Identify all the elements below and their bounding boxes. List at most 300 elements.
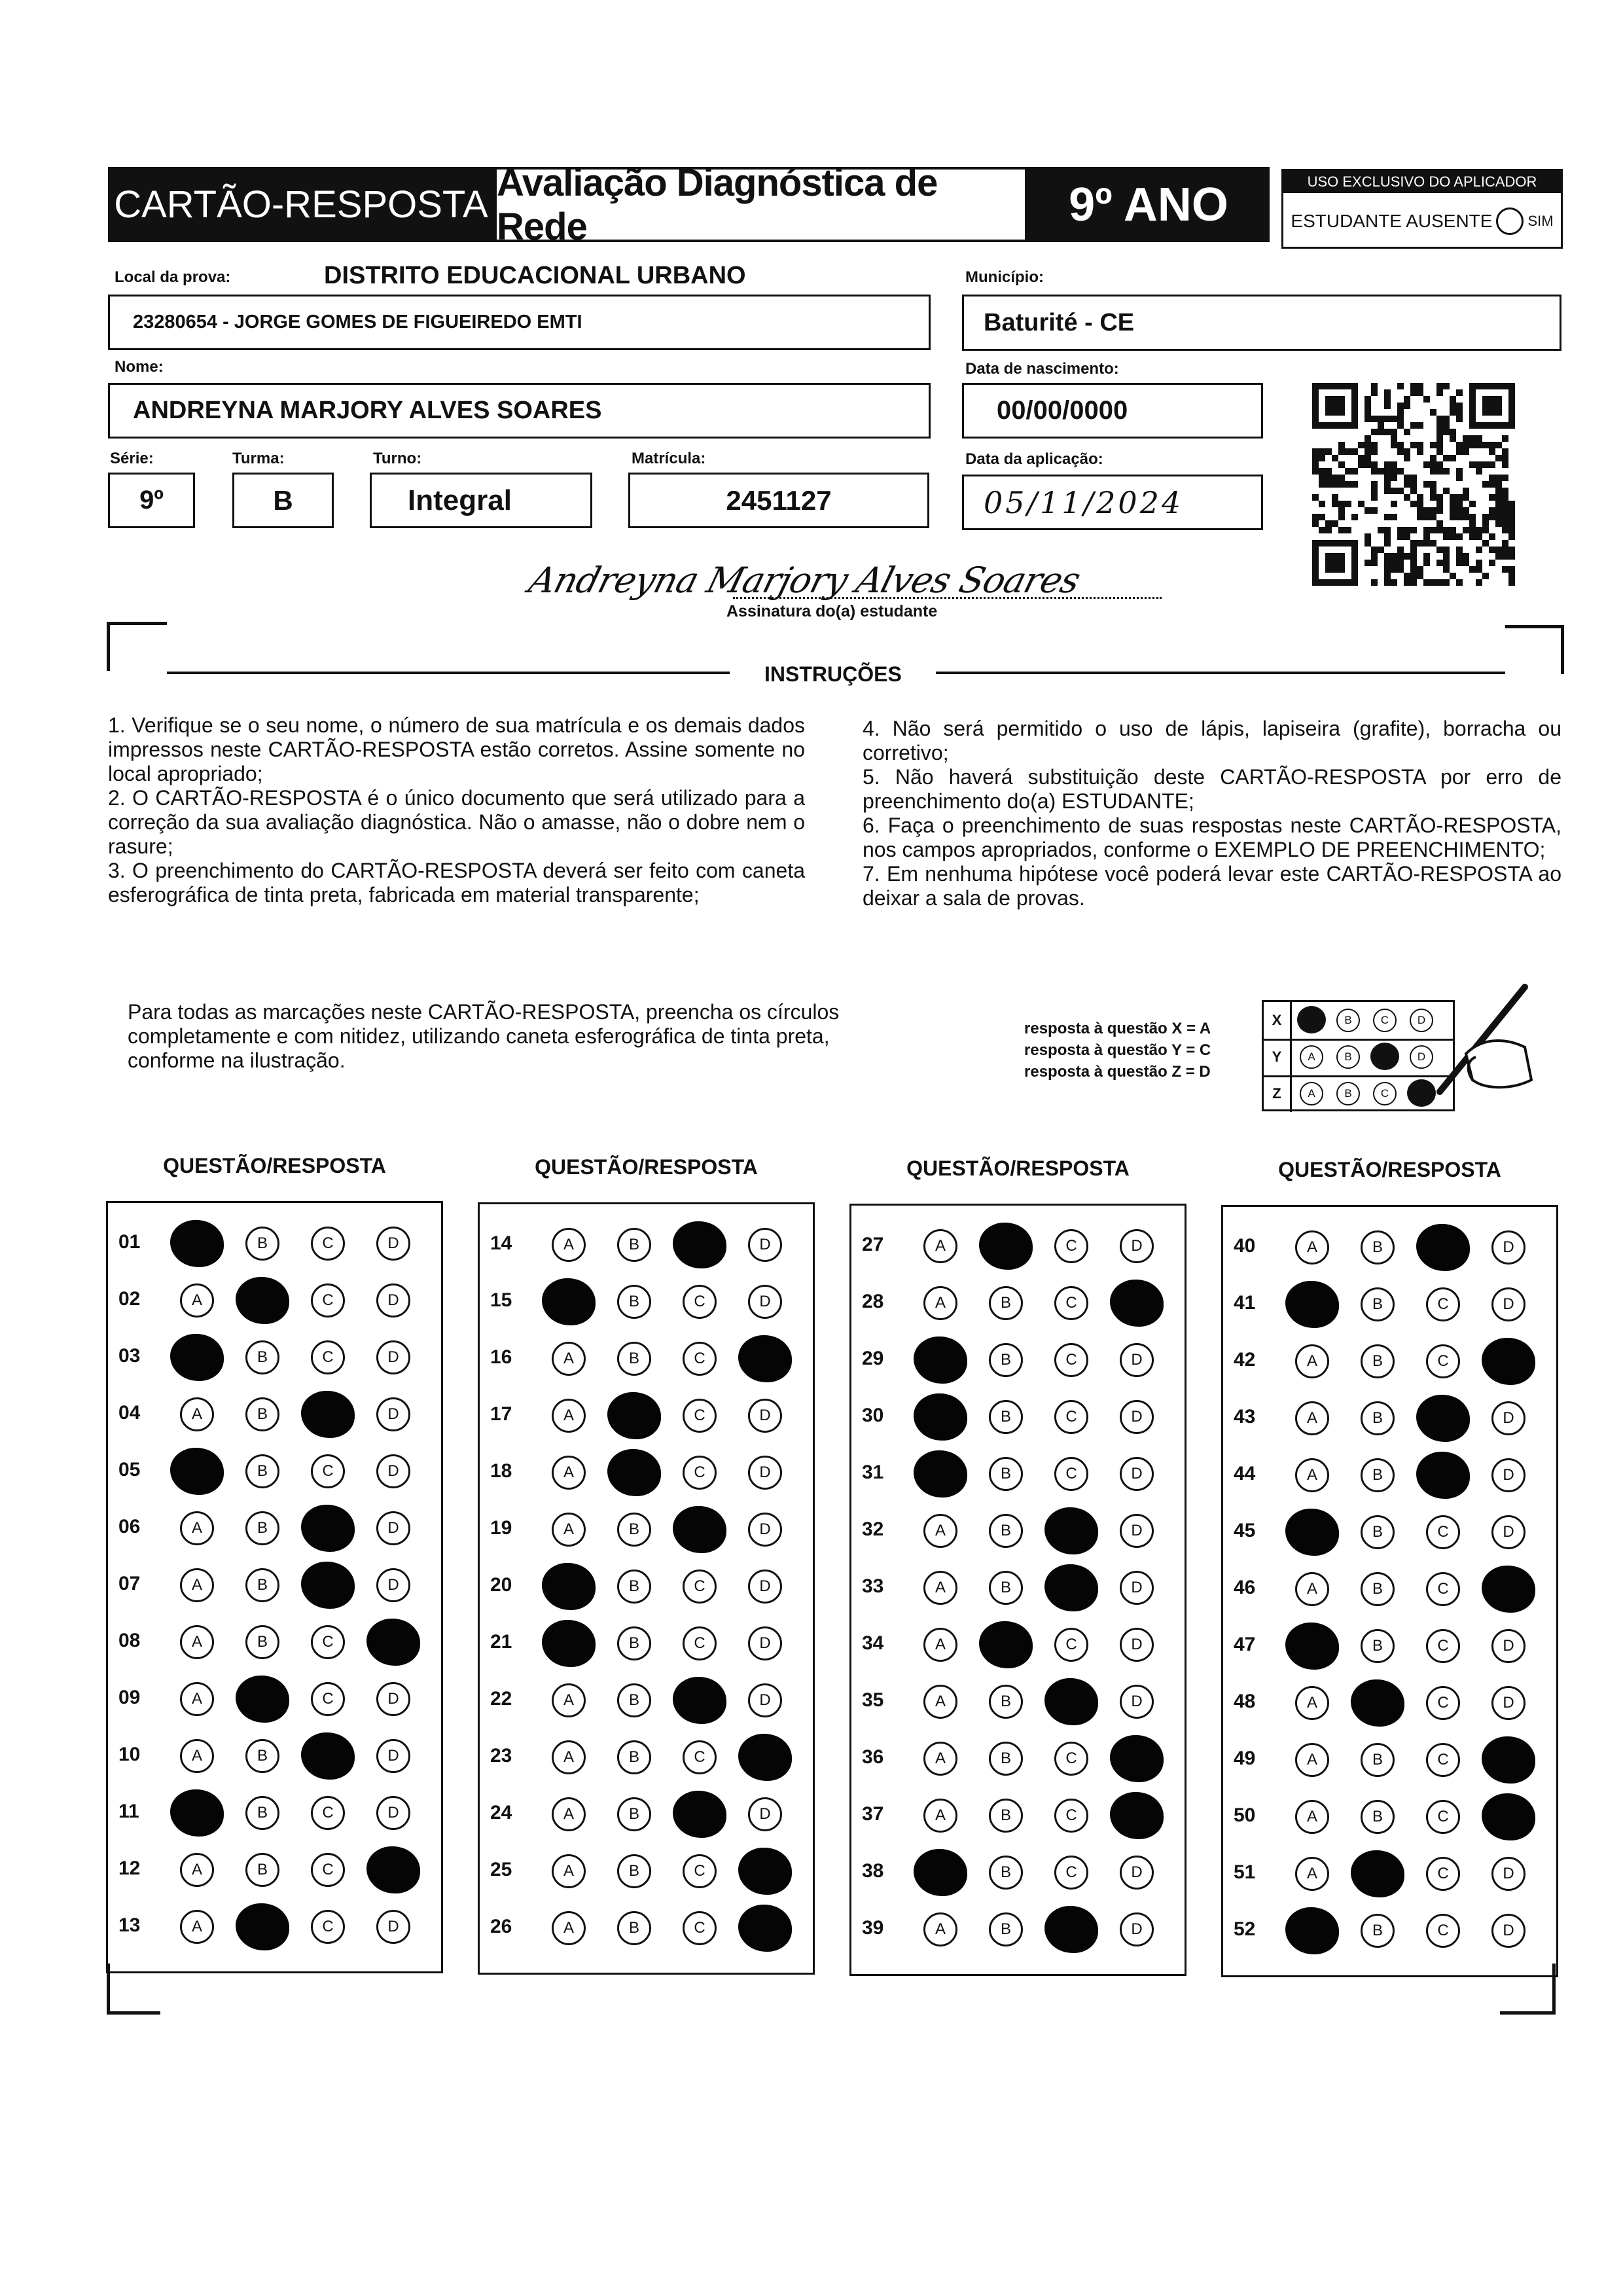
bubble-d[interactable]: D bbox=[1491, 1401, 1525, 1435]
bubble-d[interactable]: D bbox=[376, 1283, 410, 1318]
bubble-b[interactable]: B bbox=[617, 1342, 651, 1376]
bubble-d[interactable]: D bbox=[748, 1456, 782, 1490]
bubble-c[interactable]: C bbox=[1426, 1743, 1460, 1777]
column-title: QUESTÃO/RESPOSTA bbox=[163, 1154, 386, 1177]
example-bubble bbox=[1297, 1006, 1326, 1033]
bubble-a[interactable]: A bbox=[1295, 1686, 1329, 1720]
nascimento-field: 00/00/0000 bbox=[962, 383, 1263, 439]
aplicador-label: USO EXCLUSIVO DO APLICADOR bbox=[1283, 171, 1561, 193]
example-text: Para todas as marcações neste CARTÃO-RESPOSTA, preencha os círculos completamente e com nitidez, utilizando caneta esferográfica de tinta preta, conforme na ilustração. bbox=[128, 1000, 840, 1072]
bubble-a-filled[interactable] bbox=[914, 1393, 967, 1441]
bubble-d[interactable]: D bbox=[748, 1399, 782, 1433]
bubble-d-filled[interactable] bbox=[738, 1734, 792, 1781]
bubble-a[interactable]: A bbox=[1295, 1857, 1329, 1891]
bubble-d-filled[interactable] bbox=[366, 1619, 420, 1666]
bubble-a[interactable]: A bbox=[180, 1397, 214, 1431]
bubble-b[interactable]: B bbox=[245, 1739, 279, 1773]
bubble-d[interactable]: D bbox=[376, 1340, 410, 1374]
question-number: 10 bbox=[118, 1744, 141, 1765]
bubble-c[interactable]: C bbox=[683, 1285, 717, 1319]
bubble-d-filled[interactable] bbox=[1110, 1280, 1164, 1327]
question-number: 22 bbox=[490, 1688, 512, 1710]
question-row bbox=[851, 1732, 1185, 1789]
bubble-a[interactable]: A bbox=[923, 1685, 957, 1719]
bubble-b[interactable]: B bbox=[989, 1514, 1023, 1548]
bubble-d-filled[interactable] bbox=[1110, 1792, 1164, 1839]
example-bubble: C bbox=[1373, 1082, 1397, 1105]
instructions-right bbox=[863, 717, 1561, 910]
municipio-field: Baturité - CE bbox=[962, 295, 1561, 351]
example-row bbox=[1264, 1075, 1453, 1112]
turno-field: Integral bbox=[370, 473, 592, 528]
question-row bbox=[851, 1618, 1185, 1675]
bubble-c[interactable]: C bbox=[1054, 1628, 1088, 1662]
bubble-a[interactable]: A bbox=[552, 1683, 586, 1717]
instr-line-right bbox=[936, 672, 1505, 674]
bubble-c-filled[interactable] bbox=[301, 1562, 355, 1609]
bubble-c-filled[interactable] bbox=[301, 1505, 355, 1552]
bubble-d[interactable]: D bbox=[1120, 1514, 1154, 1548]
bubble-a[interactable]: A bbox=[923, 1912, 957, 1946]
bubble-a[interactable]: A bbox=[552, 1854, 586, 1888]
question-row bbox=[851, 1333, 1185, 1390]
question-row bbox=[851, 1447, 1185, 1504]
bubble-b-filled[interactable] bbox=[1351, 1850, 1404, 1897]
bubble-d-filled[interactable] bbox=[738, 1335, 792, 1382]
bubble-b[interactable]: B bbox=[617, 1797, 651, 1831]
bubble-b[interactable]: B bbox=[1361, 1287, 1395, 1321]
bubble-a[interactable]: A bbox=[1295, 1344, 1329, 1378]
bubble-c[interactable]: C bbox=[1054, 1856, 1088, 1890]
bubble-b[interactable]: B bbox=[245, 1227, 279, 1261]
bubble-c[interactable]: C bbox=[1426, 1572, 1460, 1606]
ausente-label: ESTUDANTE AUSENTE bbox=[1291, 210, 1493, 231]
question-row bbox=[480, 1389, 813, 1446]
bubble-a[interactable]: A bbox=[923, 1229, 957, 1263]
bubble-c[interactable]: C bbox=[311, 1910, 345, 1944]
bubble-c-filled[interactable] bbox=[1044, 1564, 1098, 1611]
bubble-b[interactable]: B bbox=[989, 1742, 1023, 1776]
bubble-d[interactable]: D bbox=[1491, 1686, 1525, 1720]
question-number: 17 bbox=[490, 1403, 512, 1425]
qr-code bbox=[1312, 383, 1515, 586]
bubble-d-filled[interactable] bbox=[1482, 1338, 1535, 1385]
bubble-d[interactable]: D bbox=[1491, 1857, 1525, 1891]
bubble-d[interactable]: D bbox=[1120, 1229, 1154, 1263]
bubble-a[interactable]: A bbox=[1295, 1401, 1329, 1435]
bubble-b[interactable]: B bbox=[617, 1683, 651, 1717]
bubble-b[interactable]: B bbox=[245, 1796, 279, 1830]
bubble-c[interactable]: C bbox=[311, 1682, 345, 1716]
bubble-d[interactable]: D bbox=[748, 1570, 782, 1604]
bubble-d-filled[interactable] bbox=[1482, 1736, 1535, 1784]
question-number: 25 bbox=[490, 1859, 512, 1880]
bubble-a[interactable]: A bbox=[180, 1625, 214, 1659]
example-bubble: A bbox=[1300, 1045, 1323, 1069]
example-bubble bbox=[1370, 1043, 1399, 1070]
bubble-a[interactable]: A bbox=[180, 1739, 214, 1773]
bubble-d[interactable]: D bbox=[1120, 1856, 1154, 1890]
bubble-d[interactable]: D bbox=[1491, 1515, 1525, 1549]
bubble-a-filled[interactable] bbox=[170, 1448, 224, 1495]
bubble-d[interactable]: D bbox=[1120, 1685, 1154, 1719]
question-number: 45 bbox=[1234, 1520, 1256, 1541]
bubble-b-filled[interactable] bbox=[607, 1392, 661, 1439]
question-row bbox=[851, 1846, 1185, 1903]
serie-label: Série: bbox=[110, 450, 154, 467]
question-row bbox=[480, 1503, 813, 1560]
signature: Andreyna Marjory Alves Soares bbox=[524, 560, 1085, 601]
bubble-c[interactable]: C bbox=[1426, 1344, 1460, 1378]
bubble-c[interactable]: C bbox=[1426, 1287, 1460, 1321]
bubble-c[interactable]: C bbox=[683, 1456, 717, 1490]
bubble-c[interactable]: C bbox=[1054, 1799, 1088, 1833]
bubble-d[interactable]: D bbox=[1120, 1343, 1154, 1377]
instruction-7: 7. Em nenhuma hipótese você poderá levar este CARTÃO-RESPOSTA ao deixar a sala de provas. bbox=[863, 862, 1561, 910]
question-row bbox=[108, 1672, 441, 1729]
bubble-b[interactable]: B bbox=[1361, 1401, 1395, 1435]
bubble-c[interactable]: C bbox=[311, 1227, 345, 1261]
bubble-b[interactable]: B bbox=[1361, 1800, 1395, 1834]
bubble-b[interactable]: B bbox=[245, 1397, 279, 1431]
question-row bbox=[851, 1789, 1185, 1846]
instruction-5: 5. Não haverá substituição deste CARTÃO-RESPOSTA por erro de preenchimento do(a) ESTUDANTE; bbox=[863, 765, 1561, 813]
bubble-b[interactable]: B bbox=[989, 1343, 1023, 1377]
bubble-d-filled[interactable] bbox=[738, 1848, 792, 1895]
bubble-d-filled[interactable] bbox=[738, 1905, 792, 1952]
bubble-b[interactable]: B bbox=[617, 1740, 651, 1774]
bubble-c[interactable]: C bbox=[683, 1399, 717, 1433]
bubble-b[interactable]: B bbox=[1361, 1629, 1395, 1663]
bubble-a[interactable]: A bbox=[180, 1682, 214, 1716]
bubble-c[interactable]: C bbox=[1054, 1400, 1088, 1434]
question-row bbox=[1223, 1278, 1556, 1335]
bubble-c-filled[interactable] bbox=[1416, 1395, 1470, 1442]
bubble-d[interactable]: D bbox=[376, 1227, 410, 1261]
question-row bbox=[108, 1729, 441, 1786]
bubble-a[interactable]: A bbox=[180, 1283, 214, 1318]
exam-title: Avaliação Diagnóstica de Rede bbox=[494, 167, 1027, 242]
bubble-d[interactable]: D bbox=[748, 1626, 782, 1660]
bubble-b[interactable]: B bbox=[617, 1228, 651, 1262]
bubble-b[interactable]: B bbox=[989, 1912, 1023, 1946]
bubble-d[interactable]: D bbox=[1120, 1400, 1154, 1434]
bubble-d[interactable]: D bbox=[1491, 1287, 1525, 1321]
bubble-a[interactable]: A bbox=[552, 1911, 586, 1945]
bubble-b[interactable]: B bbox=[617, 1854, 651, 1888]
bubble-c-filled[interactable] bbox=[1416, 1452, 1470, 1499]
bubble-a-filled[interactable] bbox=[914, 1336, 967, 1384]
bubble-c[interactable]: C bbox=[311, 1340, 345, 1374]
bubble-c-filled[interactable] bbox=[1044, 1507, 1098, 1554]
instructions-title: INSTRUÇÕES bbox=[764, 662, 902, 686]
bubble-c-filled[interactable] bbox=[673, 1677, 726, 1724]
question-number: 50 bbox=[1234, 1804, 1256, 1826]
question-number: 39 bbox=[862, 1917, 884, 1939]
bubble-c[interactable]: C bbox=[683, 1342, 717, 1376]
bubble-a-filled[interactable] bbox=[170, 1789, 224, 1837]
bubble-b[interactable]: B bbox=[989, 1685, 1023, 1719]
bubble-a[interactable]: A bbox=[923, 1799, 957, 1833]
instruction-2: 2. O CARTÃO-RESPOSTA é o único documento que será utilizado para a correção da sua avaliação diagnóstica. Não o amasse, não o dobre nem o rasure; bbox=[108, 786, 805, 858]
bubble-c[interactable]: C bbox=[1426, 1515, 1460, 1549]
bubble-c[interactable]: C bbox=[1054, 1343, 1088, 1377]
bubble-b[interactable]: B bbox=[989, 1400, 1023, 1434]
question-number: 38 bbox=[862, 1860, 884, 1882]
bubble-a-filled[interactable] bbox=[542, 1278, 596, 1325]
bubble-c-filled[interactable] bbox=[301, 1732, 355, 1780]
question-number: 14 bbox=[490, 1232, 512, 1254]
bubble-d-filled[interactable] bbox=[366, 1846, 420, 1893]
bubble-b-filled[interactable] bbox=[979, 1223, 1033, 1270]
bubble-b[interactable]: B bbox=[989, 1799, 1023, 1833]
column-title: QUESTÃO/RESPOSTA bbox=[906, 1157, 1130, 1180]
bubble-c[interactable]: C bbox=[311, 1625, 345, 1659]
question-number: 21 bbox=[490, 1631, 512, 1653]
turno-label: Turno: bbox=[373, 450, 422, 467]
signature-label: Assinatura do(a) estudante bbox=[726, 602, 938, 620]
bubble-d[interactable]: D bbox=[376, 1397, 410, 1431]
bubble-b-filled[interactable] bbox=[979, 1621, 1033, 1668]
question-number: 18 bbox=[490, 1460, 512, 1482]
nome-label: Nome: bbox=[115, 358, 164, 376]
example-bubble: A bbox=[1300, 1082, 1323, 1105]
bubble-c[interactable]: C bbox=[683, 1911, 717, 1945]
bubble-c[interactable]: C bbox=[1054, 1742, 1088, 1776]
matricula-field: 2451127 bbox=[628, 473, 929, 528]
bubble-a[interactable]: A bbox=[552, 1456, 586, 1490]
question-row bbox=[108, 1444, 441, 1501]
bubble-b[interactable]: B bbox=[245, 1511, 279, 1545]
bubble-a[interactable]: A bbox=[923, 1742, 957, 1776]
question-row bbox=[1223, 1733, 1556, 1790]
bubble-b[interactable]: B bbox=[1361, 1458, 1395, 1492]
bubble-c[interactable]: C bbox=[1054, 1286, 1088, 1320]
bubble-a[interactable]: A bbox=[180, 1568, 214, 1602]
question-row bbox=[480, 1617, 813, 1674]
bubble-a[interactable]: A bbox=[923, 1571, 957, 1605]
bubble-b-filled[interactable] bbox=[236, 1676, 289, 1723]
bubble-b[interactable]: B bbox=[245, 1340, 279, 1374]
bubble-d[interactable]: D bbox=[748, 1513, 782, 1547]
answer-column-1 bbox=[106, 1201, 443, 1973]
question-row bbox=[108, 1900, 441, 1957]
bubble-a[interactable]: A bbox=[552, 1740, 586, 1774]
bubble-a-filled[interactable] bbox=[914, 1450, 967, 1498]
bubble-d[interactable]: D bbox=[1120, 1912, 1154, 1946]
question-number: 30 bbox=[862, 1405, 884, 1426]
bubble-b[interactable]: B bbox=[989, 1457, 1023, 1491]
bubble-a-filled[interactable] bbox=[542, 1563, 596, 1610]
bubble-d[interactable]: D bbox=[1120, 1628, 1154, 1662]
aplicacao-label: Data da aplicação: bbox=[965, 450, 1103, 468]
question-row bbox=[851, 1504, 1185, 1561]
bubble-d[interactable]: D bbox=[748, 1683, 782, 1717]
bubble-b[interactable]: B bbox=[989, 1571, 1023, 1605]
bubble-b[interactable]: B bbox=[989, 1286, 1023, 1320]
bubble-d[interactable]: D bbox=[748, 1797, 782, 1831]
question-row bbox=[851, 1675, 1185, 1732]
bubble-c[interactable]: C bbox=[311, 1853, 345, 1887]
bubble-a-filled[interactable] bbox=[1285, 1907, 1339, 1954]
bubble-b[interactable]: B bbox=[245, 1625, 279, 1659]
bubble-b[interactable]: B bbox=[1361, 1230, 1395, 1265]
question-row bbox=[108, 1388, 441, 1444]
bubble-a[interactable]: A bbox=[180, 1853, 214, 1887]
bubble-c-filled[interactable] bbox=[673, 1791, 726, 1838]
bubble-c[interactable]: C bbox=[1426, 1800, 1460, 1834]
bubble-c[interactable]: C bbox=[1054, 1229, 1088, 1263]
bubble-b[interactable]: B bbox=[1361, 1515, 1395, 1549]
bubble-c[interactable]: C bbox=[683, 1854, 717, 1888]
question-number: 29 bbox=[862, 1348, 884, 1369]
bubble-b[interactable]: B bbox=[245, 1853, 279, 1887]
bubble-c[interactable]: C bbox=[1426, 1914, 1460, 1948]
answer-column-3 bbox=[849, 1204, 1186, 1976]
bubble-b-filled[interactable] bbox=[236, 1903, 289, 1950]
question-row bbox=[1223, 1847, 1556, 1904]
nome-field: ANDREYNA MARJORY ALVES SOARES bbox=[108, 383, 931, 439]
bubble-d[interactable]: D bbox=[1120, 1457, 1154, 1491]
bubble-a[interactable]: A bbox=[552, 1399, 586, 1433]
bubble-c[interactable]: C bbox=[1426, 1857, 1460, 1891]
bubble-b-filled[interactable] bbox=[607, 1449, 661, 1496]
bubble-b[interactable]: B bbox=[1361, 1914, 1395, 1948]
question-row bbox=[480, 1901, 813, 1958]
bubble-a[interactable]: A bbox=[552, 1797, 586, 1831]
bubble-b[interactable]: B bbox=[245, 1454, 279, 1488]
question-row bbox=[1223, 1562, 1556, 1619]
question-row bbox=[108, 1615, 441, 1672]
bubble-b[interactable]: B bbox=[1361, 1344, 1395, 1378]
bubble-c[interactable]: C bbox=[311, 1454, 345, 1488]
bubble-a-filled[interactable] bbox=[1285, 1509, 1339, 1556]
bubble-b[interactable]: B bbox=[1361, 1572, 1395, 1606]
question-number: 43 bbox=[1234, 1406, 1256, 1427]
bubble-c-filled[interactable] bbox=[1044, 1906, 1098, 1953]
bubble-d[interactable]: D bbox=[376, 1454, 410, 1488]
bubble-d[interactable]: D bbox=[748, 1285, 782, 1319]
bubble-a[interactable]: A bbox=[1295, 1800, 1329, 1834]
bubble-c[interactable]: C bbox=[683, 1626, 717, 1660]
question-row bbox=[480, 1844, 813, 1901]
bubble-d[interactable]: D bbox=[1491, 1629, 1525, 1663]
question-row bbox=[851, 1561, 1185, 1618]
bubble-d[interactable]: D bbox=[376, 1796, 410, 1830]
nascimento-label: Data de nascimento: bbox=[965, 360, 1119, 378]
bubble-d[interactable]: D bbox=[748, 1228, 782, 1262]
bubble-a[interactable]: A bbox=[180, 1511, 214, 1545]
bubble-a[interactable]: A bbox=[180, 1910, 214, 1944]
question-row bbox=[1223, 1790, 1556, 1847]
bubble-c[interactable]: C bbox=[683, 1740, 717, 1774]
bubble-d[interactable]: D bbox=[376, 1682, 410, 1716]
local-district: DISTRITO EDUCACIONAL URBANO bbox=[324, 262, 746, 289]
bubble-a[interactable]: A bbox=[923, 1286, 957, 1320]
bubble-a-filled[interactable] bbox=[914, 1849, 967, 1896]
bubble-c[interactable]: C bbox=[683, 1570, 717, 1604]
bubble-d-filled[interactable] bbox=[1482, 1793, 1535, 1840]
bubble-c[interactable]: C bbox=[311, 1796, 345, 1830]
bubble-a-filled[interactable] bbox=[542, 1620, 596, 1667]
ausente-checkbox[interactable] bbox=[1496, 207, 1524, 235]
bubble-d[interactable]: D bbox=[376, 1568, 410, 1602]
question-row bbox=[480, 1560, 813, 1617]
bubble-a-filled[interactable] bbox=[1285, 1623, 1339, 1670]
bubble-d-filled[interactable] bbox=[1482, 1566, 1535, 1613]
bubble-a[interactable]: A bbox=[1295, 1230, 1329, 1265]
bubble-c[interactable]: C bbox=[1426, 1629, 1460, 1663]
bubble-a[interactable]: A bbox=[923, 1514, 957, 1548]
bubble-b[interactable]: B bbox=[989, 1856, 1023, 1890]
bubble-c-filled[interactable] bbox=[673, 1221, 726, 1268]
question-row bbox=[108, 1217, 441, 1274]
bubble-c[interactable]: C bbox=[1426, 1686, 1460, 1720]
question-number: 44 bbox=[1234, 1463, 1256, 1484]
grade-title: 9º ANO bbox=[1027, 167, 1270, 242]
instruction-3: 3. O preenchimento do CARTÃO-RESPOSTA deverá ser feito com caneta esferográfica de tinta preta, fabricada em material transparente; bbox=[108, 859, 805, 906]
question-number: 24 bbox=[490, 1802, 512, 1823]
instruction-1: 1. Verifique se o seu nome, o número de sua matrícula e os demais dados impressos neste CARTÃO-RESPOSTA estão corretos. Assine somente no local apropriado; bbox=[108, 713, 805, 785]
question-row bbox=[1223, 1391, 1556, 1448]
bubble-a[interactable]: A bbox=[552, 1228, 586, 1262]
question-row bbox=[480, 1787, 813, 1844]
bubble-d[interactable]: D bbox=[1491, 1458, 1525, 1492]
bubble-a-filled[interactable] bbox=[170, 1334, 224, 1381]
bubble-a[interactable]: A bbox=[1295, 1572, 1329, 1606]
question-row bbox=[108, 1843, 441, 1900]
bubble-b[interactable]: B bbox=[1361, 1743, 1395, 1777]
bubble-b[interactable]: B bbox=[617, 1570, 651, 1604]
bubble-c[interactable]: C bbox=[1054, 1457, 1088, 1491]
bubble-c-filled[interactable] bbox=[1416, 1224, 1470, 1271]
question-number: 19 bbox=[490, 1517, 512, 1539]
instruction-6: 6. Faça o preenchimento de suas respostas neste CARTÃO-RESPOSTA, nos campos apropriados, conforme o EXEMPLO DE PREENCHIMENTO; bbox=[863, 814, 1561, 861]
bubble-a[interactable]: A bbox=[1295, 1458, 1329, 1492]
bubble-c[interactable]: C bbox=[311, 1283, 345, 1318]
bubble-b[interactable]: B bbox=[617, 1626, 651, 1660]
bubble-d-filled[interactable] bbox=[1110, 1735, 1164, 1782]
bubble-c-filled[interactable] bbox=[1044, 1678, 1098, 1725]
example-row bbox=[1264, 1002, 1453, 1041]
question-row bbox=[108, 1558, 441, 1615]
question-row bbox=[1223, 1904, 1556, 1961]
bubble-b[interactable]: B bbox=[245, 1568, 279, 1602]
bubble-b[interactable]: B bbox=[617, 1513, 651, 1547]
bubble-d[interactable]: D bbox=[1491, 1230, 1525, 1265]
answer-column-4 bbox=[1221, 1205, 1558, 1977]
bubble-b-filled[interactable] bbox=[1351, 1679, 1404, 1727]
bubble-d[interactable]: D bbox=[376, 1511, 410, 1545]
bubble-b[interactable]: B bbox=[617, 1285, 651, 1319]
bubble-d[interactable]: D bbox=[1120, 1571, 1154, 1605]
bubble-d[interactable]: D bbox=[376, 1910, 410, 1944]
bubble-a[interactable]: A bbox=[552, 1513, 586, 1547]
bubble-a[interactable]: A bbox=[552, 1342, 586, 1376]
bubble-d[interactable]: D bbox=[376, 1739, 410, 1773]
bubble-a[interactable]: A bbox=[1295, 1743, 1329, 1777]
bubble-a-filled[interactable] bbox=[170, 1220, 224, 1267]
bubble-b[interactable]: B bbox=[617, 1911, 651, 1945]
bubble-a[interactable]: A bbox=[923, 1628, 957, 1662]
bubble-b-filled[interactable] bbox=[236, 1277, 289, 1324]
bubble-c-filled[interactable] bbox=[673, 1506, 726, 1553]
bubble-a-filled[interactable] bbox=[1285, 1281, 1339, 1328]
bubble-c-filled[interactable] bbox=[301, 1391, 355, 1438]
bubble-d[interactable]: D bbox=[1491, 1914, 1525, 1948]
question-number: 31 bbox=[862, 1462, 884, 1483]
question-row bbox=[108, 1331, 441, 1388]
